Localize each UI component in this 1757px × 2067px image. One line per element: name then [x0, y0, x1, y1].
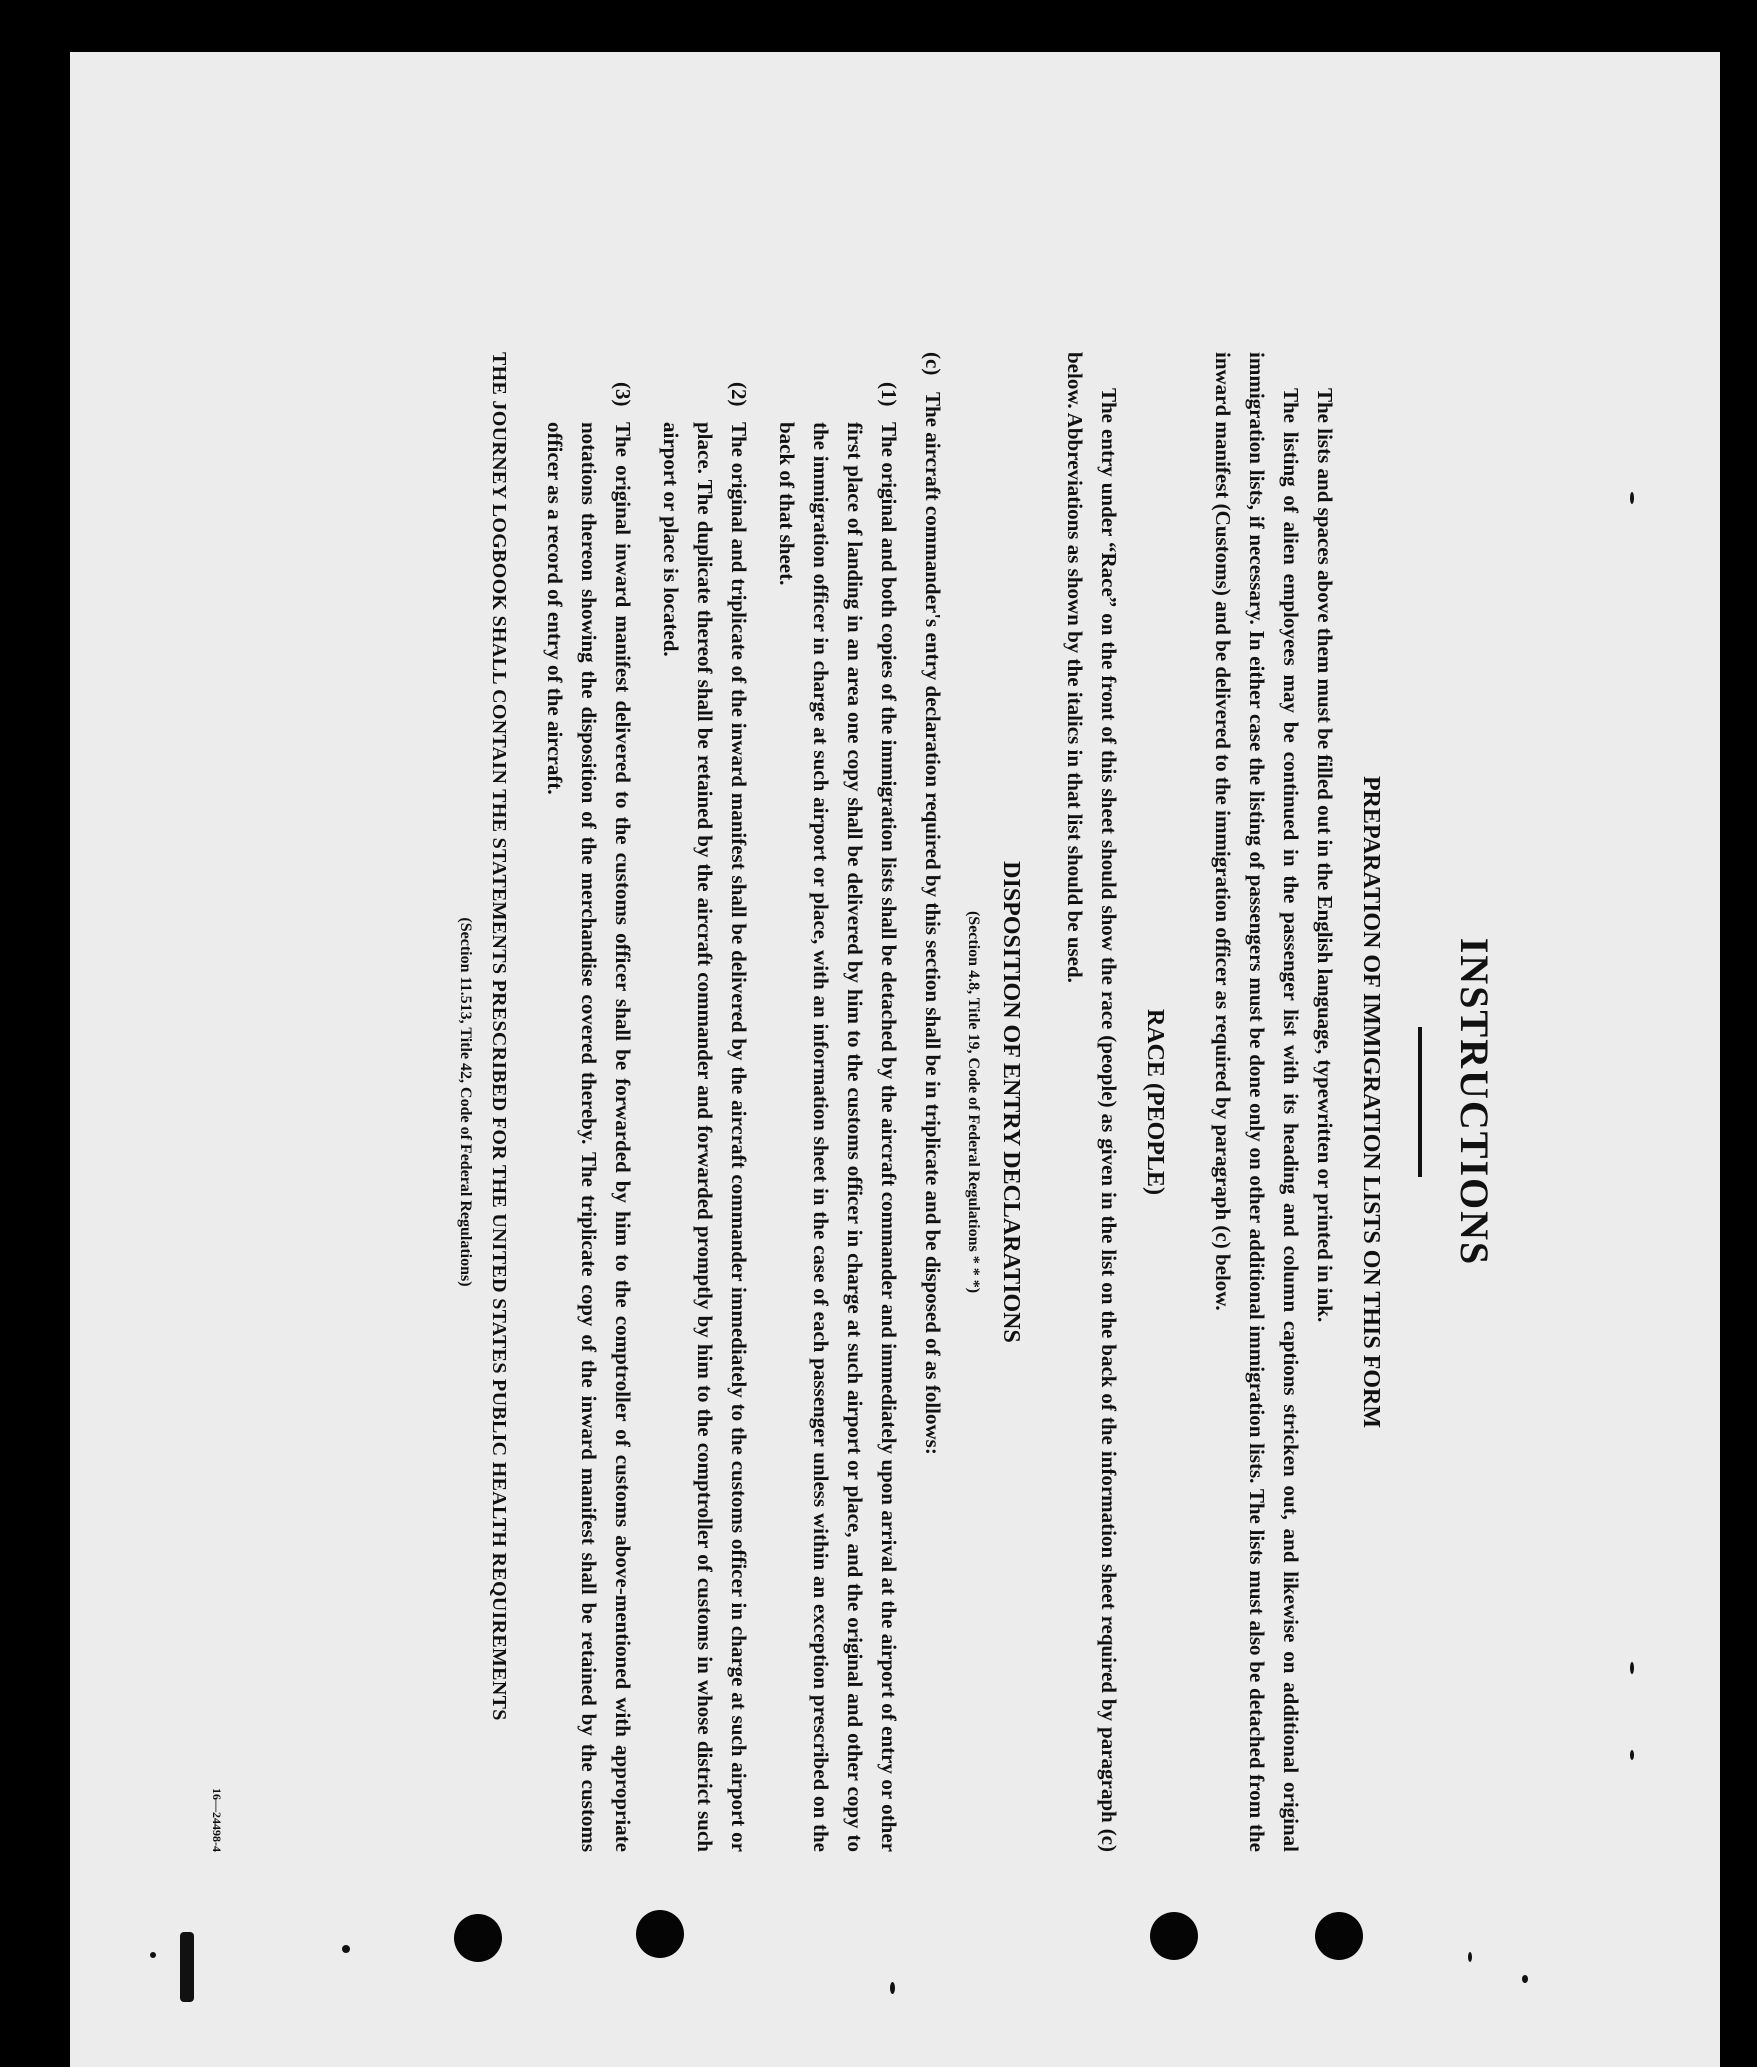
speck [1630, 1750, 1634, 1760]
speck [180, 1932, 194, 2002]
footer-citation: (Section 11.513, Title 42, Code of Federal Regulations) [457, 917, 474, 1287]
footer-statement: THE JOURNEY LOGBOOK SHALL CONTAIN THE STATEMENTS PRESCRIBED FOR THE UNITED STATES PUBLIC HEALTH REQUIREMENTS [488, 352, 510, 1721]
speck [150, 1952, 156, 1958]
paragraph-alien-employees: The listing of alien employees may be continued in the passenger list with its heading and column captions stricken out, and likewise on additional original immigration lists, if necessary. In either case the listing of passengers must be done only on other additional immigration lists. The lists must also be detached from the inward manifest (Customs) and be delivered to the immigration officer as required by paragraph (c) below. [1211, 352, 1303, 1852]
item-3-label: (3) [611, 382, 635, 407]
paragraph-c [916, 352, 950, 1852]
punch-hole [636, 1910, 684, 1958]
paragraph-race-entry: The entry under “Race” on the front of this sheet should show the race (people) as given in the list on the back of the information sheet required by paragraph (c) below. Abbreviations as shown by the italics in that list should be used. [1063, 352, 1121, 1852]
form-number: 16—24498-4 [210, 1788, 224, 1852]
instructions-text-block [200, 352, 1500, 1852]
item-2-text: The original and triplicate of the inward manifest shall be delivered by the aircraft commander immediately to the customs officer in charge at such airport or place. The duplicate thereof shall be retained by the aircraft commander and forwarded promptly by him to the comptroller of customs in whose district such airport or place is located. [659, 422, 751, 1852]
item-1-label: (1) [877, 382, 901, 407]
speck [1468, 1952, 1472, 1962]
paragraph-c-label: (c) [921, 352, 945, 376]
title-underline [1418, 1027, 1422, 1177]
item-1 [770, 382, 906, 1852]
item-2-label: (2) [727, 382, 751, 407]
speck [1630, 1662, 1634, 1674]
section-heading-preparation: PREPARATION OF IMMIGRATION LISTS ON THIS FORM [1358, 775, 1384, 1429]
item-3 [538, 382, 640, 1852]
punch-hole [1315, 1912, 1363, 1960]
section-citation-title-19: (Section 4.8, Title 19, Code of Federal Regulations * * *) [965, 910, 982, 1294]
speck [342, 1945, 350, 1953]
section-heading-race: RACE (PEOPLE) [1142, 1009, 1168, 1195]
document-title: INSTRUCTIONS [1452, 937, 1497, 1267]
item-2 [654, 382, 756, 1852]
document-sheet [70, 52, 1720, 2067]
punch-hole [454, 1914, 502, 1962]
speck [890, 1982, 895, 1994]
section-heading-disposition: DISPOSITION OF ENTRY DECLARATIONS [998, 861, 1024, 1343]
punch-hole [1150, 1912, 1198, 1960]
speck [1630, 492, 1634, 504]
item-1-text: The original and both copies of the immigration lists shall be detached by the aircraft commander and immediately upon arrival at the airport of entry or other first place of landing in an area one copy shall be delivered by him to the customs officer in charge at such airport or place, and the original and other copy to the immigration officer in charge at such airport or place, with an information sheet in the case of each passenger unless within an exception prescribed on the back of that sheet. [775, 422, 901, 1852]
speck [1522, 1975, 1528, 1983]
paragraph-lists-filled-out: The lists and spaces above them must be filled out in the English language, typewritten or printed in ink. [1313, 388, 1337, 1323]
item-3-text: The original inward manifest delivered to the customs officer shall be forwarded by him to the comptroller of customs above-mentioned with appropriate notations thereon showing the disposition of the merchandise covered thereby. The triplicate copy of the inward manifest shall be retained by the customs officer as a record of entry of the aircraft. [543, 422, 635, 1852]
paragraph-c-text: The aircraft commander's entry declaration required by this section shall be in triplicate and be disposed of as follows: [921, 392, 945, 1455]
